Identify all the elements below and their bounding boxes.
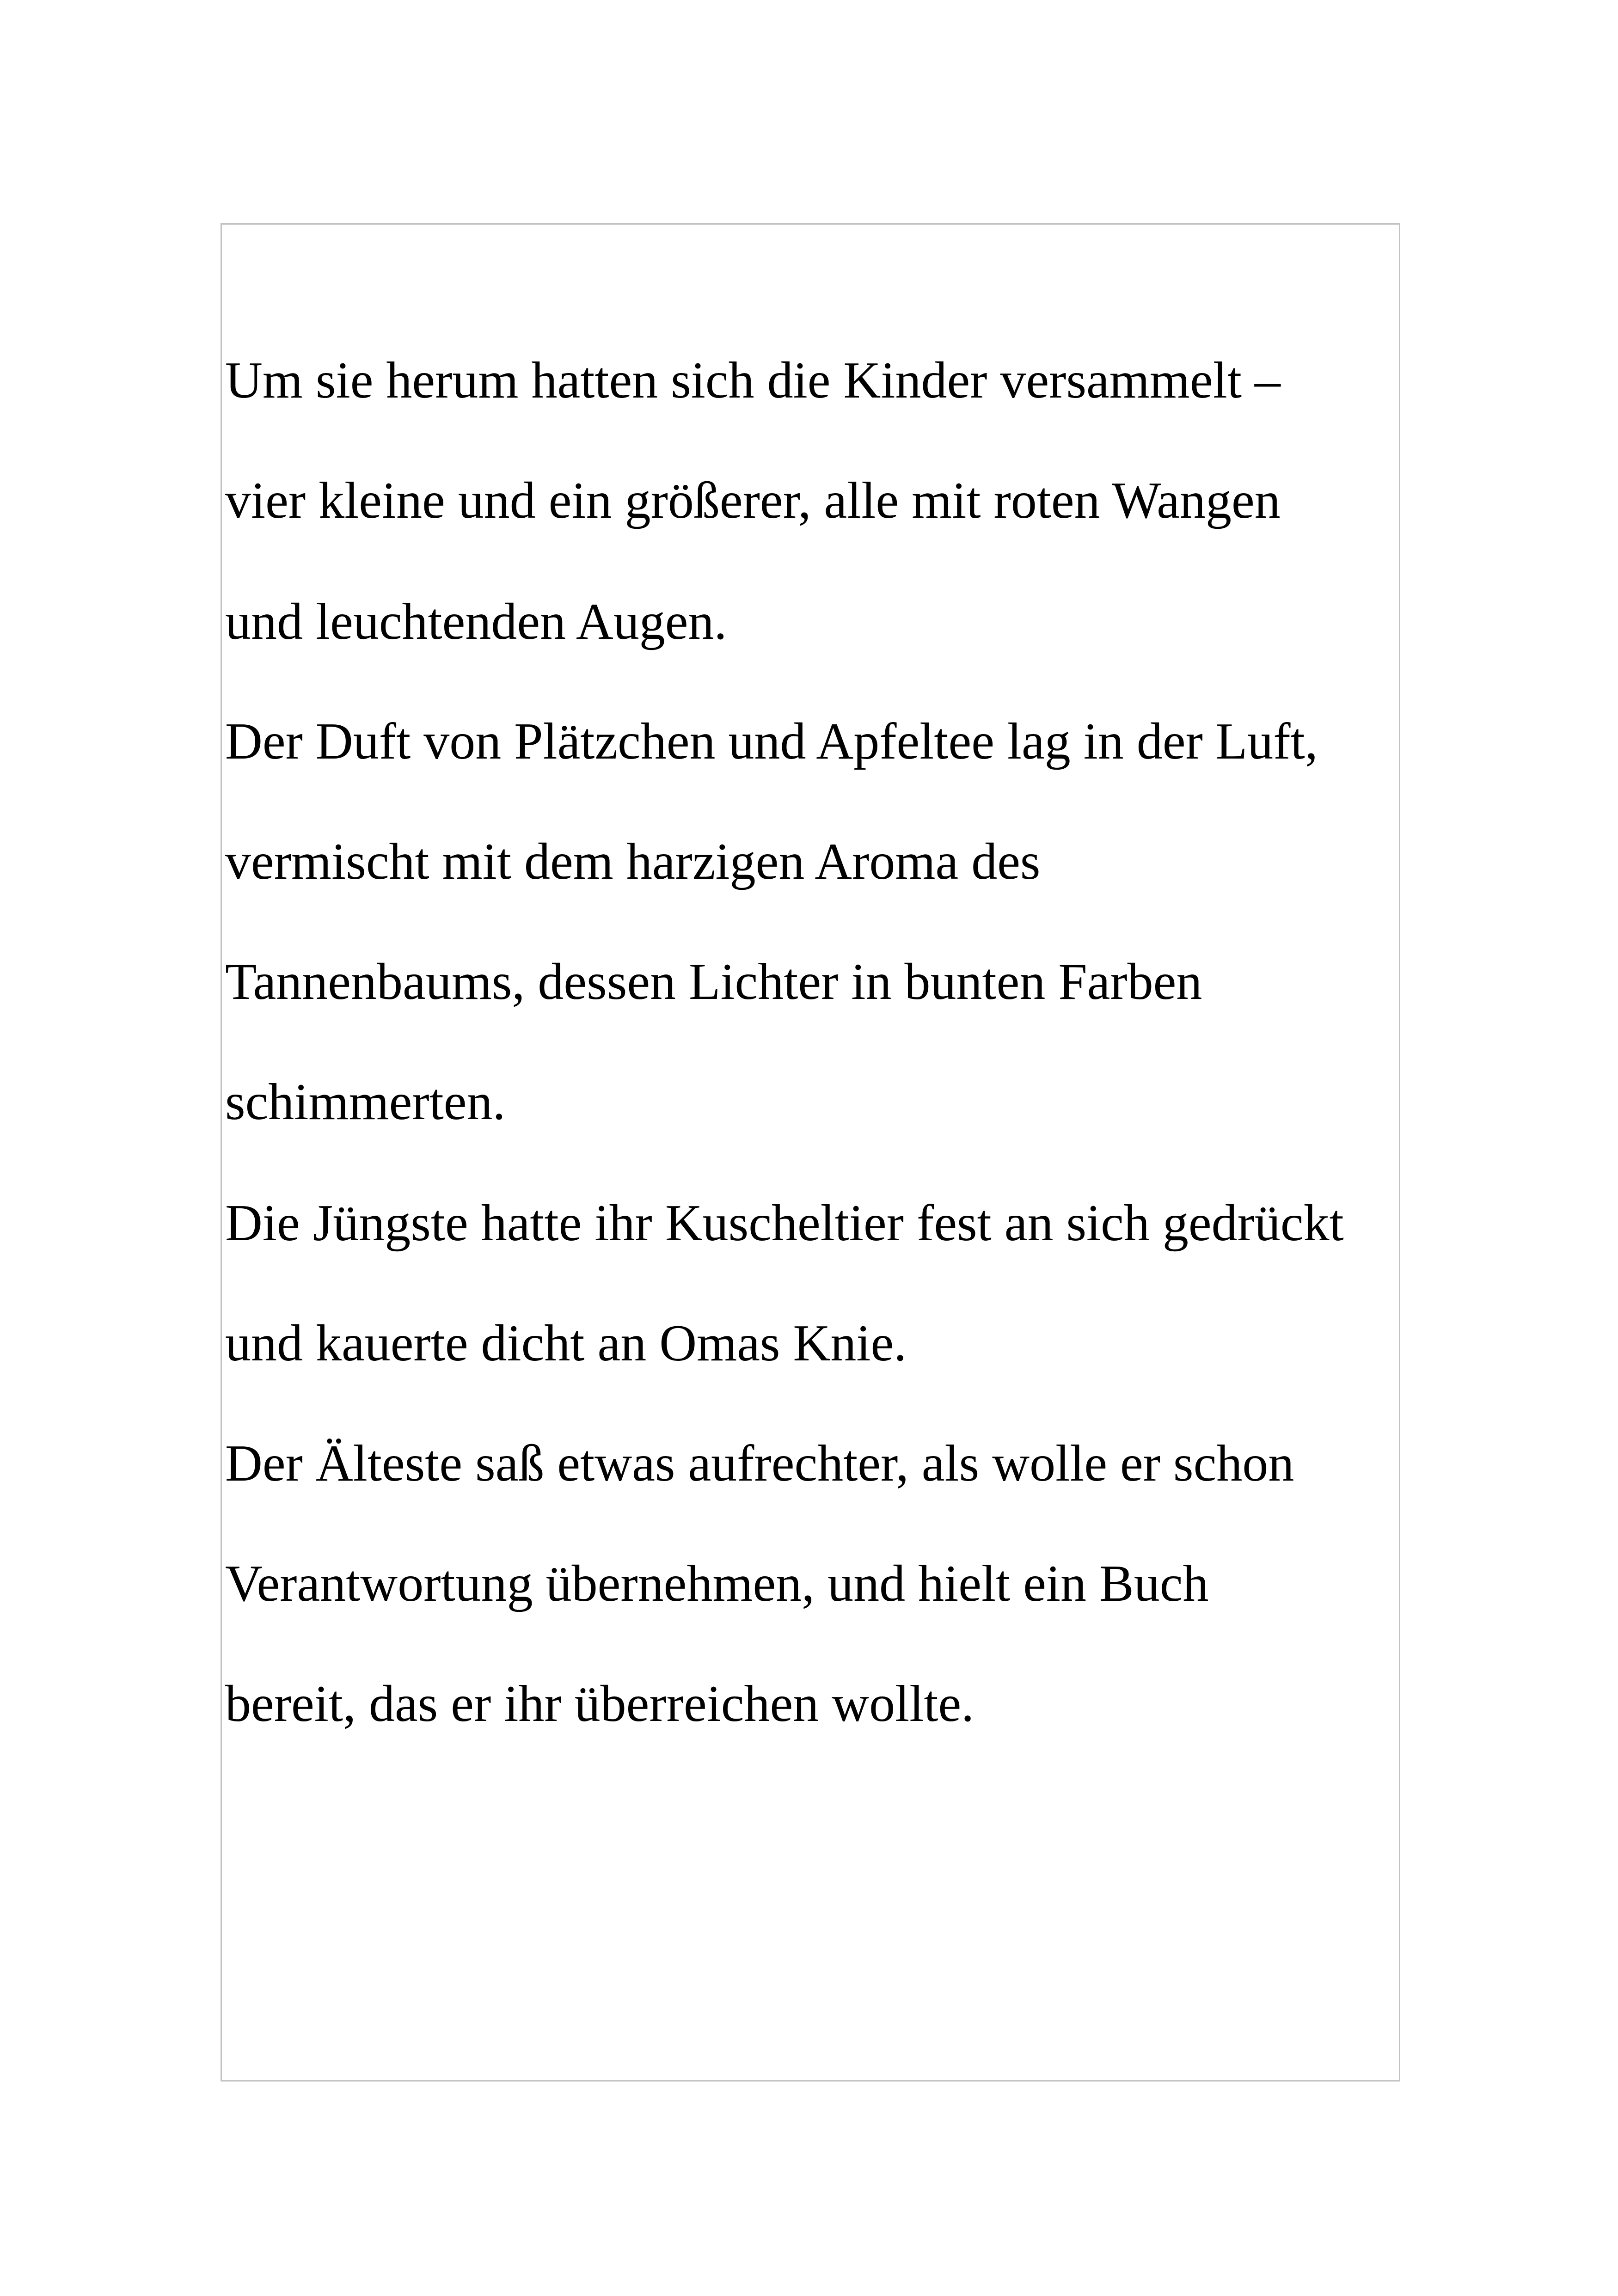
text-line: und leuchtenden Augen. — [225, 593, 727, 650]
text-line: bereit, das er ihr überreichen wollte. — [225, 1675, 974, 1733]
text-line: Der Duft von Plätzchen und Apfeltee lag in der Luft, — [225, 713, 1318, 770]
text-line: vermischt mit dem harzigen Aroma des — [225, 833, 1041, 890]
text-line: Tannenbaums, dessen Lichter in bunten Farben — [225, 953, 1202, 1010]
text-line: vier kleine und ein größerer, alle mit roten Wangen — [225, 472, 1281, 529]
text-line: Um sie herum hatten sich die Kinder versammelt – — [225, 352, 1281, 409]
text-line: Die Jüngste hatte ihr Kuscheltier fest an sich gedrückt — [225, 1194, 1344, 1252]
text-line: und kauerte dicht an Omas Knie. — [225, 1315, 907, 1372]
text-line: Der Älteste saß etwas aufrechter, als wolle er schon — [225, 1435, 1294, 1492]
text-line: Verantwortung übernehmen, und hielt ein Buch — [225, 1555, 1209, 1612]
text-line: schimmerten. — [225, 1073, 506, 1131]
